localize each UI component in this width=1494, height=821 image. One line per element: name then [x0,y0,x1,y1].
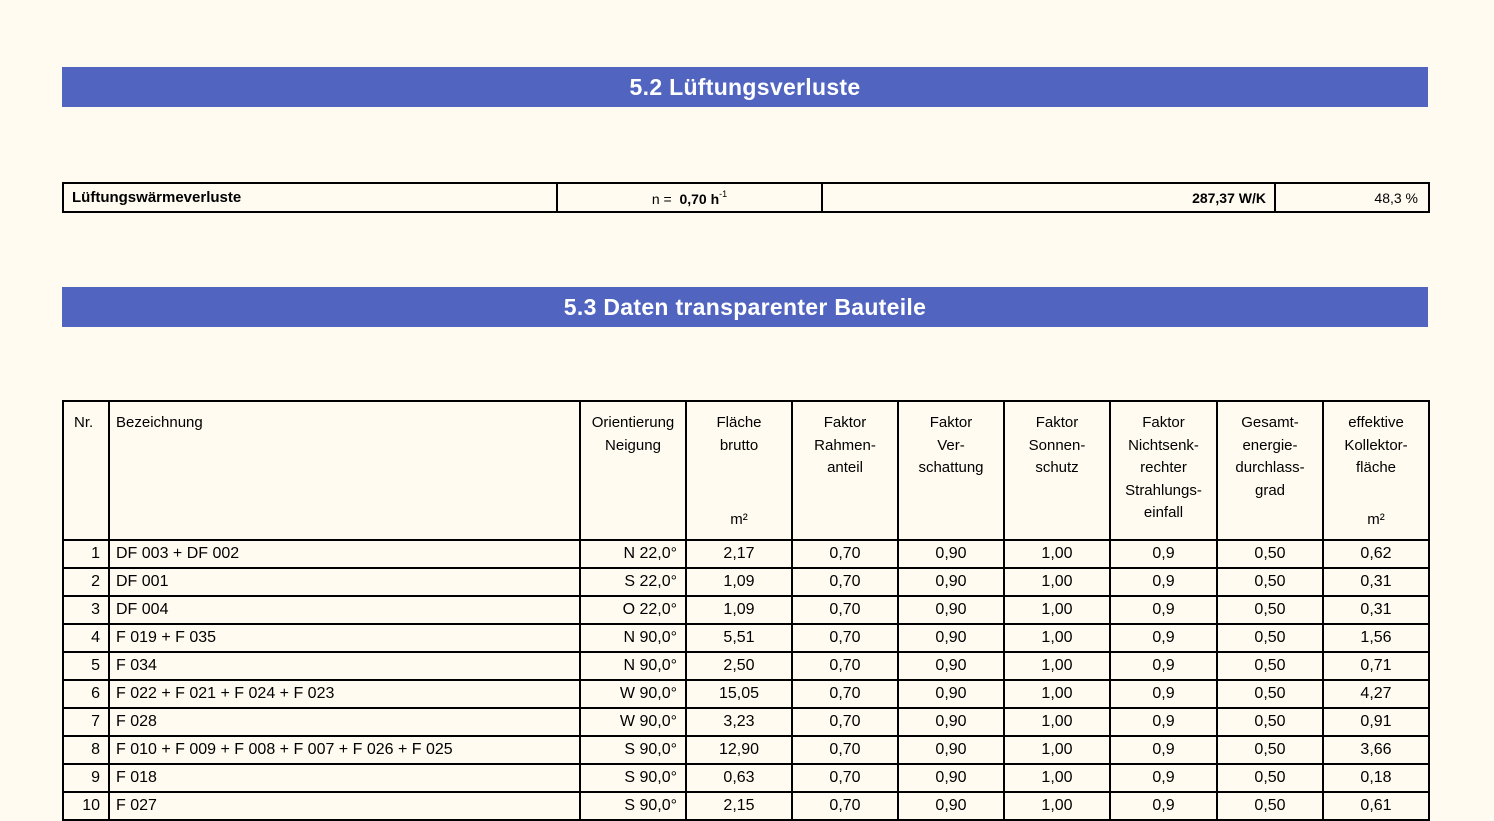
ventilation-loss-label: Lüftungswärmeverluste [63,183,557,212]
row-nr: 2 [63,568,109,596]
section-title-lueftungsverluste: 5.2 Lüftungsverluste [62,67,1428,107]
row-gesamtenergie: 0,50 [1217,736,1323,764]
row-kollektorflaeche: 0,91 [1323,708,1429,736]
row-orientierung: S 90,0° [580,792,686,820]
row-rahmenanteil: 0,70 [792,596,898,624]
row-kollektorflaeche: 0,31 [1323,568,1429,596]
row-bezeichnung: DF 003 + DF 002 [109,540,580,568]
row-strahlungseinfall: 0,9 [1110,680,1217,708]
row-verschattung: 0,90 [898,792,1004,820]
row-sonnenschutz: 1,00 [1004,652,1110,680]
row-gesamtenergie: 0,50 [1217,596,1323,624]
table-row [63,680,1429,708]
row-orientierung: W 90,0° [580,708,686,736]
row-rahmenanteil: 0,70 [792,764,898,792]
row-orientierung: N 90,0° [580,624,686,652]
row-rahmenanteil: 0,70 [792,568,898,596]
row-bezeichnung: F 028 [109,708,580,736]
row-rahmenanteil: 0,70 [792,680,898,708]
row-gesamtenergie: 0,50 [1217,708,1323,736]
row-verschattung: 0,90 [898,596,1004,624]
row-rahmenanteil: 0,70 [792,708,898,736]
row-orientierung: S 90,0° [580,736,686,764]
header-verschattung: Faktor Ver- schattung [898,401,1004,540]
row-strahlungseinfall: 0,9 [1110,624,1217,652]
row-verschattung: 0,90 [898,540,1004,568]
row-kollektorflaeche: 1,56 [1323,624,1429,652]
row-bezeichnung: F 034 [109,652,580,680]
row-flaeche: 0,63 [686,764,792,792]
row-nr: 5 [63,652,109,680]
air-change-prefix: n = [651,190,672,207]
row-kollektorflaeche: 0,71 [1323,652,1429,680]
header-nr: Nr. [63,401,109,540]
row-flaeche: 5,51 [686,624,792,652]
row-gesamtenergie: 0,50 [1217,792,1323,820]
row-kollektorflaeche: 0,62 [1323,540,1429,568]
row-verschattung: 0,90 [898,736,1004,764]
row-gesamtenergie: 0,50 [1217,764,1323,792]
row-strahlungseinfall: 0,9 [1110,792,1217,820]
header-rahmenanteil: Faktor Rahmen- anteil [792,401,898,540]
row-strahlungseinfall: 0,9 [1110,652,1217,680]
row-nr: 7 [63,708,109,736]
table-row [63,708,1429,736]
row-flaeche: 15,05 [686,680,792,708]
row-rahmenanteil: 0,70 [792,792,898,820]
row-rahmenanteil: 0,70 [792,540,898,568]
table-header-row [63,401,1429,540]
ventilation-loss-row [63,183,1429,212]
header-kollektor-unit: m² [1367,510,1385,528]
row-bezeichnung: DF 004 [109,596,580,624]
air-change-rate [557,183,822,212]
row-sonnenschutz: 1,00 [1004,764,1110,792]
row-sonnenschutz: 1,00 [1004,708,1110,736]
header-flaeche-unit: m² [730,510,748,528]
row-kollektorflaeche: 0,18 [1323,764,1429,792]
row-bezeichnung: F 019 + F 035 [109,624,580,652]
header-flaeche: Fläche brutto m² [686,401,792,540]
row-nr: 8 [63,736,109,764]
row-rahmenanteil: 0,70 [792,624,898,652]
ventilation-heat-loss-value: 287,37 W/K [822,183,1275,212]
table-row [63,764,1429,792]
table-row [63,596,1429,624]
row-gesamtenergie: 0,50 [1217,652,1323,680]
row-sonnenschutz: 1,00 [1004,568,1110,596]
row-kollektorflaeche: 0,61 [1323,792,1429,820]
row-strahlungseinfall: 0,9 [1110,736,1217,764]
row-orientierung: N 90,0° [580,652,686,680]
table-row [63,568,1429,596]
row-nr: 9 [63,764,109,792]
row-sonnenschutz: 1,00 [1004,540,1110,568]
row-gesamtenergie: 0,50 [1217,540,1323,568]
air-change-value: 0,70 h [679,190,720,207]
row-nr: 4 [63,624,109,652]
row-nr: 1 [63,540,109,568]
section-title-transparente-bauteile: 5.3 Daten transparenter Bauteile [62,287,1428,327]
row-rahmenanteil: 0,70 [792,736,898,764]
row-bezeichnung: F 010 + F 009 + F 008 + F 007 + F 026 + F 025 [109,736,580,764]
row-sonnenschutz: 1,00 [1004,624,1110,652]
row-nr: 10 [63,792,109,820]
row-flaeche: 3,23 [686,708,792,736]
header-kollektorflaeche: effektive Kollektor- fläche m² [1323,401,1429,540]
header-bezeichnung: Bezeichnung [109,401,580,540]
row-strahlungseinfall: 0,9 [1110,568,1217,596]
row-bezeichnung: DF 001 [109,568,580,596]
row-sonnenschutz: 1,00 [1004,680,1110,708]
table-row [63,652,1429,680]
row-sonnenschutz: 1,00 [1004,596,1110,624]
row-bezeichnung: F 022 + F 021 + F 024 + F 023 [109,680,580,708]
transparent-components-table [62,400,1430,821]
row-nr: 3 [63,596,109,624]
table-row [63,540,1429,568]
row-strahlungseinfall: 0,9 [1110,708,1217,736]
row-flaeche: 12,90 [686,736,792,764]
row-verschattung: 0,90 [898,764,1004,792]
row-flaeche: 2,50 [686,652,792,680]
row-strahlungseinfall: 0,9 [1110,596,1217,624]
header-orientierung: Orientierung Neigung [580,401,686,540]
header-sonnenschutz: Faktor Sonnen- schutz [1004,401,1110,540]
row-flaeche: 1,09 [686,596,792,624]
row-gesamtenergie: 0,50 [1217,680,1323,708]
row-verschattung: 0,90 [898,568,1004,596]
row-bezeichnung: F 018 [109,764,580,792]
row-gesamtenergie: 0,50 [1217,624,1323,652]
row-kollektorflaeche: 3,66 [1323,736,1429,764]
ventilation-loss-table [62,182,1430,213]
row-verschattung: 0,90 [898,652,1004,680]
row-flaeche: 2,17 [686,540,792,568]
row-orientierung: W 90,0° [580,680,686,708]
row-bezeichnung: F 027 [109,792,580,820]
row-strahlungseinfall: 0,9 [1110,764,1217,792]
table-row [63,792,1429,820]
row-flaeche: 1,09 [686,568,792,596]
row-flaeche: 2,15 [686,792,792,820]
row-kollektorflaeche: 4,27 [1323,680,1429,708]
row-orientierung: S 22,0° [580,568,686,596]
table-row [63,736,1429,764]
header-gesamtenergie: Gesamt- energie- durchlass- grad [1217,401,1323,540]
row-sonnenschutz: 1,00 [1004,736,1110,764]
row-nr: 6 [63,680,109,708]
row-verschattung: 0,90 [898,680,1004,708]
row-verschattung: 0,90 [898,624,1004,652]
row-verschattung: 0,90 [898,708,1004,736]
table-row [63,624,1429,652]
row-rahmenanteil: 0,70 [792,652,898,680]
row-sonnenschutz: 1,00 [1004,792,1110,820]
row-kollektorflaeche: 0,31 [1323,596,1429,624]
header-strahlungseinfall: Faktor Nichtsenk- rechter Strahlungs- einfall [1110,401,1217,540]
row-strahlungseinfall: 0,9 [1110,540,1217,568]
row-orientierung: O 22,0° [580,596,686,624]
air-change-exponent: -1 [719,188,728,199]
ventilation-loss-percent: 48,3 % [1275,183,1429,212]
row-gesamtenergie: 0,50 [1217,568,1323,596]
row-orientierung: N 22,0° [580,540,686,568]
row-orientierung: S 90,0° [580,764,686,792]
